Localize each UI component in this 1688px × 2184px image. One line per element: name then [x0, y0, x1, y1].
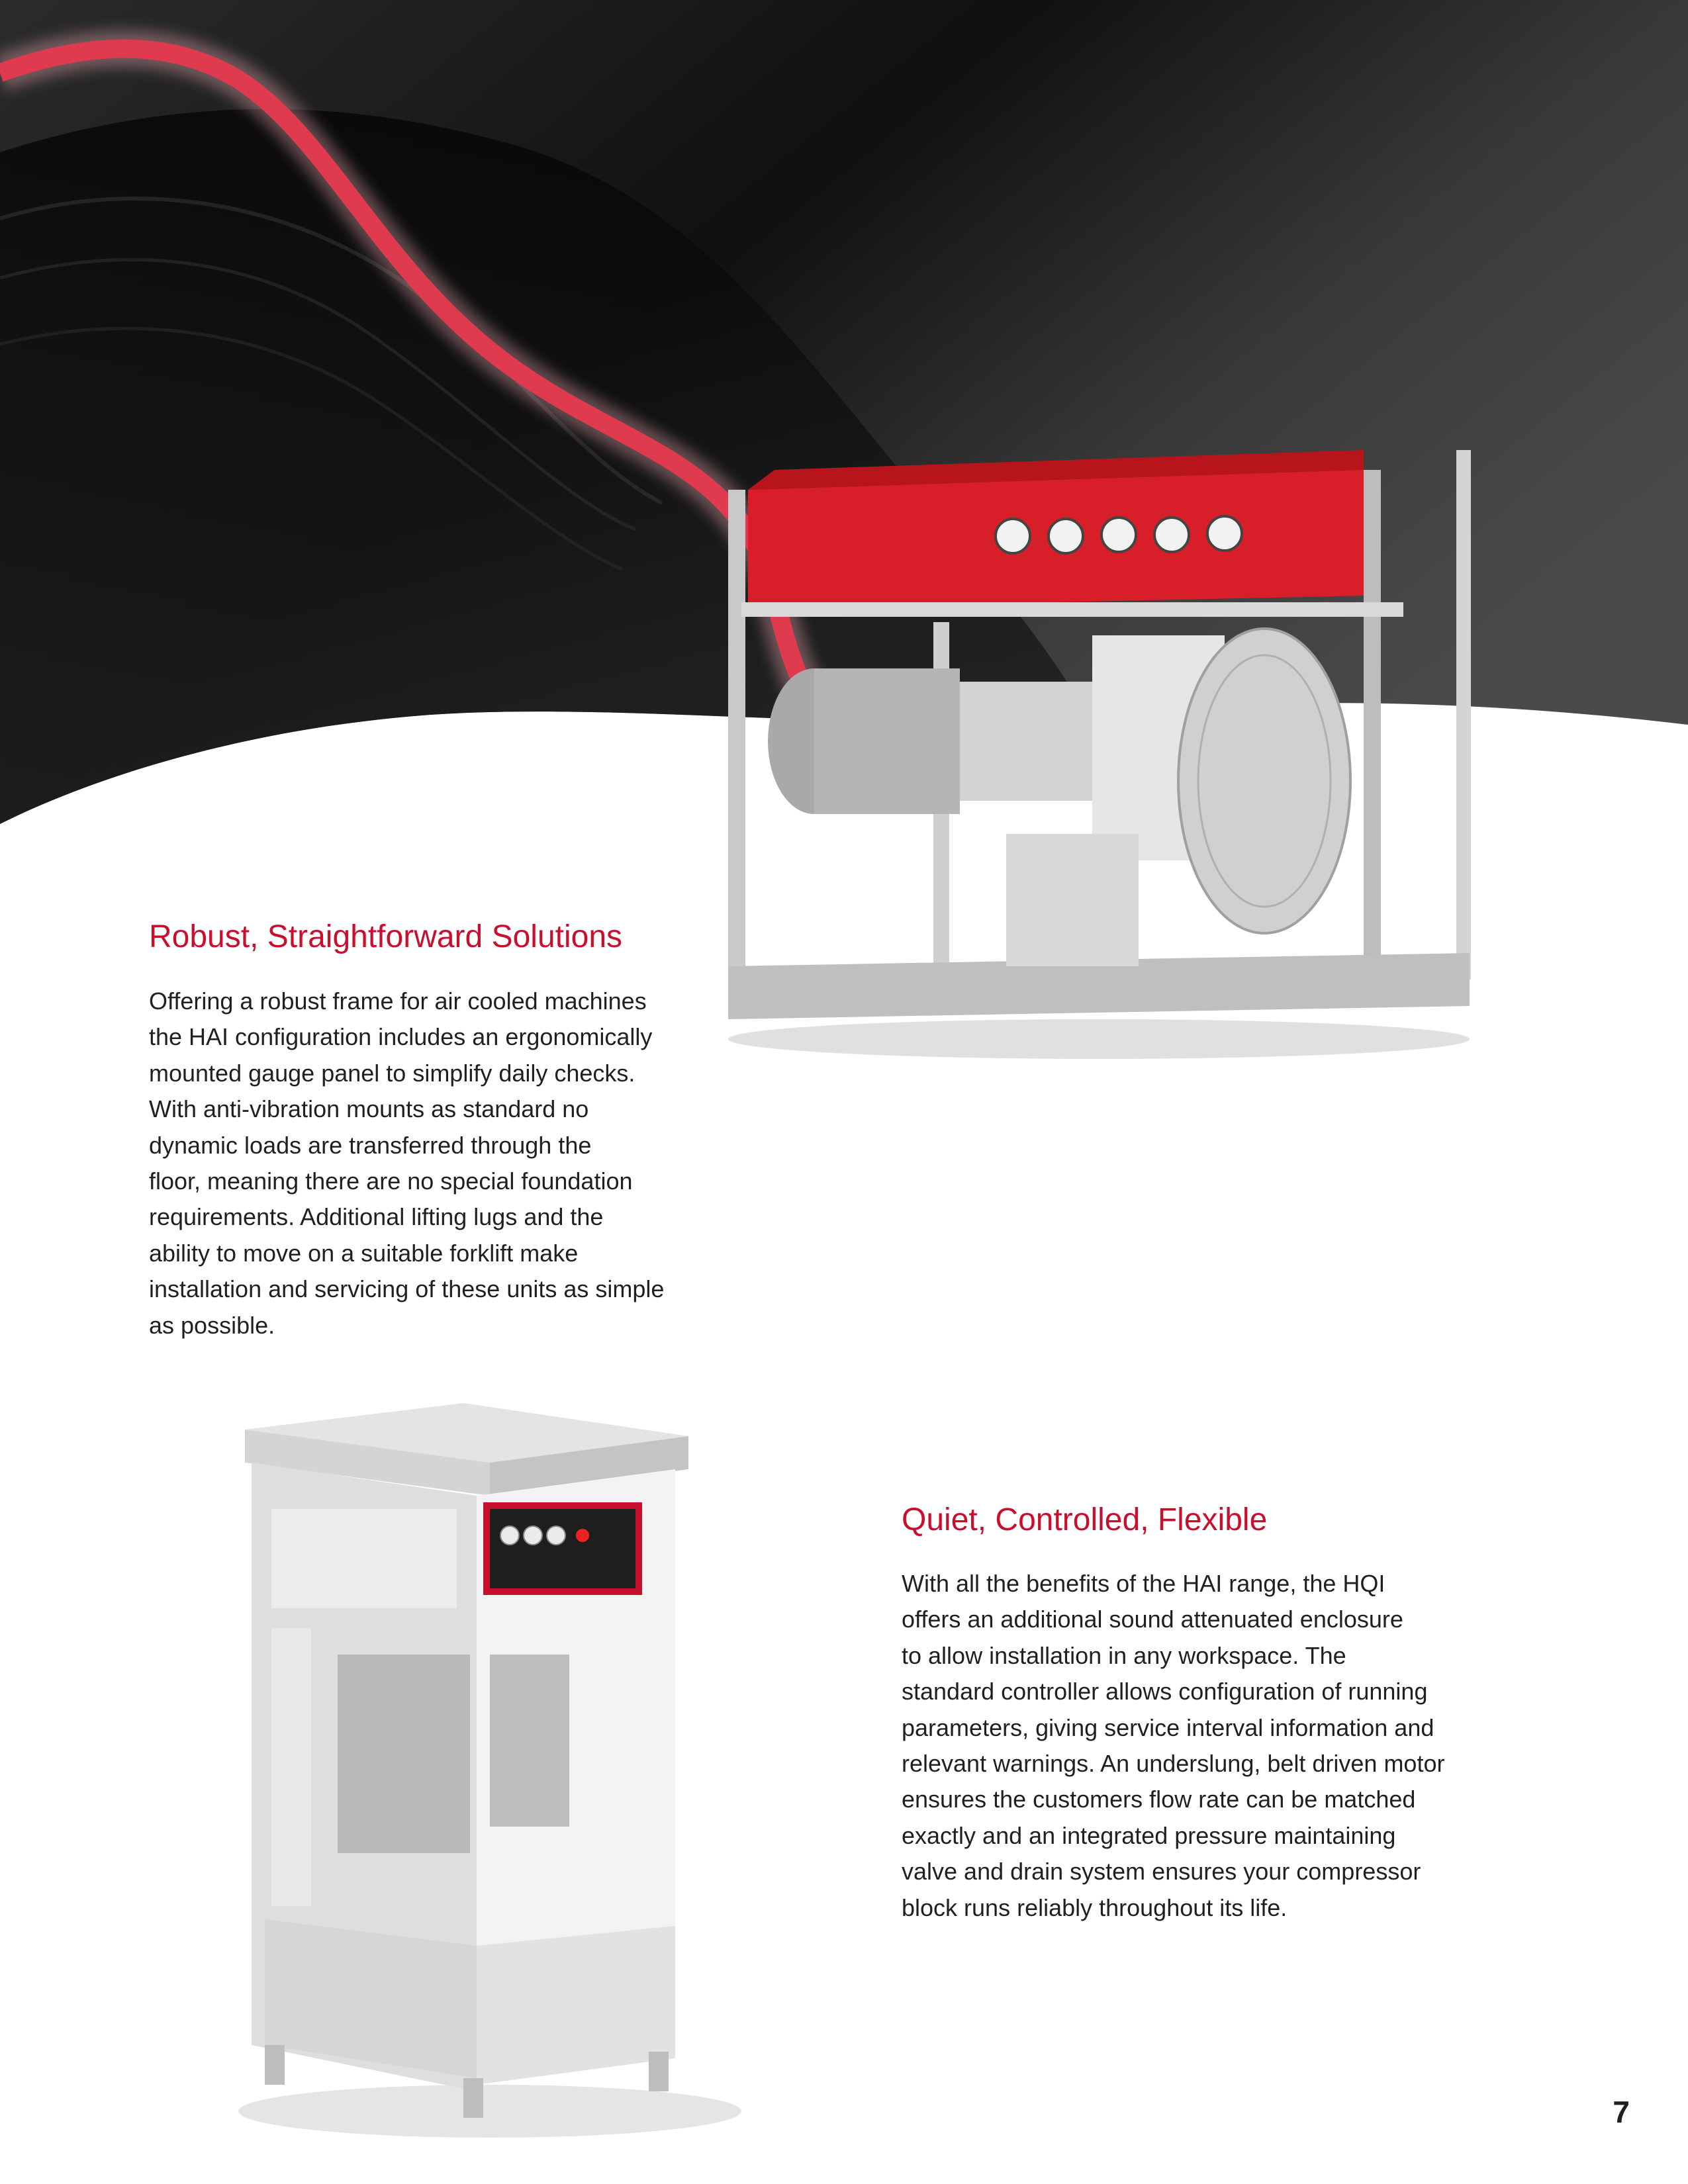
hqi-body-line: parameters, giving service interval information and: [902, 1713, 1434, 1741]
hqi-body-line: relevant warnings. An underslung, belt driven motor: [902, 1750, 1445, 1778]
hai-compressor-image: [702, 371, 1496, 1072]
hqi-body-line: exactly and an integrated pressure maintaining: [902, 1821, 1396, 1849]
hai-body-line: as possible.: [149, 1311, 275, 1339]
hai-section-body: [149, 983, 758, 1343]
hqi-compressor-image: [212, 1377, 741, 2144]
hqi-body-line: valve and drain system ensures your compressor: [902, 1858, 1421, 1886]
hai-body-line: dynamic loads are transferred through the: [149, 1131, 592, 1159]
hai-body-line: mounted gauge panel to simplify daily checks.: [149, 1059, 635, 1087]
hqi-body-line: offers an additional sound attenuated enclosure: [902, 1606, 1403, 1633]
hai-section-heading: Robust, Straightforward Solutions: [149, 919, 623, 954]
hqi-section-heading: Quiet, Controlled, Flexible: [902, 1502, 1268, 1537]
hai-body-line: the HAI configuration includes an ergonomically: [149, 1023, 653, 1051]
hai-body-line: ability to move on a suitable forklift make: [149, 1239, 579, 1267]
hqi-body-line: block runs reliably throughout its life.: [902, 1893, 1288, 1921]
hai-body-line: installation and servicing of these units as simple: [149, 1275, 665, 1303]
hqi-body-line: standard controller allows configuration of running: [902, 1678, 1428, 1706]
page-number: 7: [1613, 2095, 1630, 2129]
hai-body-line: floor, meaning there are no special foundation: [149, 1167, 633, 1195]
hai-body-line: requirements. Additional lifting lugs and the: [149, 1203, 604, 1231]
hqi-section-body: [902, 1566, 1564, 1926]
hqi-body-line: With all the benefits of the HAI range, the HQI: [902, 1570, 1385, 1597]
hqi-body-line: ensures the customers flow rate can be matched: [902, 1786, 1416, 1813]
hqi-body-line: to allow installation in any workspace. The: [902, 1641, 1346, 1669]
hai-body-line: With anti-vibration mounts as standard no: [149, 1095, 589, 1123]
hai-body-line: Offering a robust frame for air cooled machines: [149, 987, 647, 1015]
